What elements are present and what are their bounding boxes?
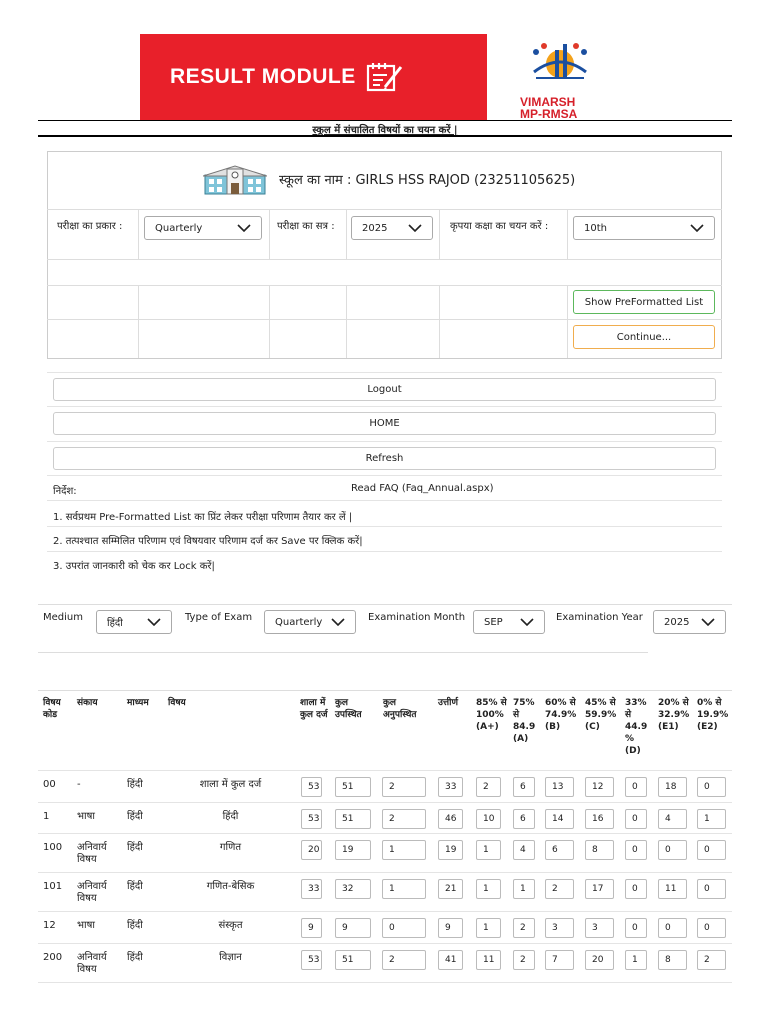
grade-d-input[interactable]: 0 bbox=[625, 918, 647, 938]
exam-year-value: 2025 bbox=[664, 616, 690, 628]
class-value: 10th bbox=[584, 222, 607, 234]
absent-input[interactable]: 1 bbox=[382, 840, 426, 860]
grade-b-input[interactable]: 7 bbox=[545, 950, 574, 970]
grade-e1-input[interactable]: 4 bbox=[658, 809, 687, 829]
grid-line bbox=[138, 209, 139, 259]
grid-line bbox=[269, 285, 270, 358]
chevron-down-icon bbox=[520, 618, 534, 626]
col-header-enrolled: शाला में कुल दर्ज bbox=[300, 698, 328, 720]
cell-code: 1 bbox=[43, 811, 50, 822]
col-header-subject: विषय bbox=[168, 698, 186, 708]
grade-b-input[interactable]: 3 bbox=[545, 918, 574, 938]
exam-month-select[interactable] bbox=[473, 610, 545, 634]
grid-line bbox=[567, 209, 568, 259]
medium-label: Medium bbox=[43, 612, 83, 623]
cell-medium: हिंदी bbox=[127, 920, 143, 931]
absent-input[interactable]: 0 bbox=[382, 918, 426, 938]
grid-line bbox=[346, 285, 347, 358]
cell-medium: हिंदी bbox=[127, 779, 143, 790]
absent-input[interactable]: 2 bbox=[382, 809, 426, 829]
grade-a-plus-input[interactable]: 1 bbox=[476, 840, 501, 860]
grade-d-input[interactable]: 0 bbox=[625, 840, 647, 860]
cell-faculty: - bbox=[77, 779, 81, 790]
show-preformatted-list-button[interactable]: Show PreFormatted List bbox=[573, 290, 715, 314]
divider bbox=[47, 551, 722, 552]
grade-b-input[interactable]: 13 bbox=[545, 777, 574, 797]
cell-code: 200 bbox=[43, 952, 63, 963]
exam-year-label: Examination Year bbox=[556, 612, 643, 623]
school-header bbox=[203, 163, 575, 195]
col-header-grade-a: 75% से 84.9 (A) bbox=[513, 698, 536, 744]
enrolled-input[interactable]: 33 bbox=[301, 879, 322, 899]
row-divider bbox=[38, 802, 732, 803]
cell-medium: हिंदी bbox=[127, 842, 143, 853]
class-label: कृपया कक्षा का चयन करें : bbox=[450, 221, 549, 232]
divider bbox=[47, 475, 722, 476]
divider bbox=[47, 372, 722, 373]
present-input[interactable]: 51 bbox=[335, 809, 371, 829]
table-top-border bbox=[38, 690, 732, 691]
chevron-down-icon bbox=[147, 618, 161, 626]
col-header-grade-e2: 0% से 19.9% (E2) bbox=[697, 698, 729, 732]
enrolled-input[interactable]: 53 bbox=[301, 777, 322, 797]
grade-a-input[interactable]: 6 bbox=[513, 777, 535, 797]
cell-code: 00 bbox=[43, 779, 56, 790]
chevron-down-icon bbox=[408, 224, 422, 232]
row-divider bbox=[38, 833, 732, 834]
grade-e2-input[interactable]: 0 bbox=[697, 840, 726, 860]
cell-subject: गणित-बेसिक bbox=[206, 881, 255, 892]
grid-line bbox=[138, 285, 139, 358]
grid-line bbox=[346, 209, 347, 259]
cell-medium: हिंदी bbox=[127, 811, 143, 822]
grid-line bbox=[439, 285, 440, 358]
grid-line bbox=[47, 209, 722, 210]
passed-input[interactable]: 46 bbox=[438, 809, 463, 829]
present-input[interactable]: 32 bbox=[335, 879, 371, 899]
absent-input[interactable]: 1 bbox=[382, 879, 426, 899]
row-divider bbox=[38, 770, 732, 771]
col-header-grade-d: 33% से 44.9 % (D) bbox=[625, 698, 648, 756]
enrolled-input[interactable]: 9 bbox=[301, 918, 322, 938]
exam-month-value: SEP bbox=[484, 616, 503, 628]
grid-line bbox=[439, 209, 440, 259]
grade-d-input[interactable]: 0 bbox=[625, 777, 647, 797]
grid-line bbox=[47, 285, 722, 286]
page-subtitle: स्कूल में संचालित विषयों का चयन करें | bbox=[312, 125, 458, 136]
grade-b-input[interactable]: 14 bbox=[545, 809, 574, 829]
grade-c-input[interactable]: 16 bbox=[585, 809, 614, 829]
grade-a-input[interactable]: 2 bbox=[513, 950, 535, 970]
grade-c-input[interactable]: 12 bbox=[585, 777, 614, 797]
instruction-item: 3. उपरांत जानकारी को चेक कर Lock करें| bbox=[53, 561, 215, 572]
cell-faculty: अनिवार्य विषय bbox=[77, 881, 107, 904]
grade-a-plus-input[interactable]: 1 bbox=[476, 918, 501, 938]
grade-e2-input[interactable]: 0 bbox=[697, 879, 726, 899]
grade-e1-input[interactable]: 8 bbox=[658, 950, 687, 970]
row-divider bbox=[38, 872, 732, 873]
present-input[interactable]: 51 bbox=[335, 950, 371, 970]
grade-c-input[interactable]: 3 bbox=[585, 918, 614, 938]
grade-a-input[interactable]: 2 bbox=[513, 918, 535, 938]
cell-code: 100 bbox=[43, 842, 63, 853]
cell-faculty: भाषा bbox=[77, 920, 95, 931]
enrolled-input[interactable]: 20 bbox=[301, 840, 322, 860]
grade-a-plus-input[interactable]: 2 bbox=[476, 777, 501, 797]
exam-type-select-2[interactable] bbox=[264, 610, 356, 634]
school-building-icon bbox=[203, 163, 267, 195]
cell-faculty: अनिवार्य विषय bbox=[77, 842, 107, 865]
divider bbox=[38, 652, 648, 653]
exam-type-select[interactable] bbox=[144, 216, 262, 240]
cell-subject: विज्ञान bbox=[219, 952, 242, 963]
medium-select[interactable] bbox=[96, 610, 172, 634]
logo-text bbox=[520, 96, 577, 120]
passed-input[interactable]: 21 bbox=[438, 879, 463, 899]
grade-b-input[interactable]: 6 bbox=[545, 840, 574, 860]
home-button[interactable]: HOME bbox=[53, 412, 716, 435]
col-header-present: कुल उपस्थित bbox=[335, 698, 362, 720]
col-header-code: विषय कोड bbox=[43, 698, 61, 720]
absent-input[interactable]: 2 bbox=[382, 950, 426, 970]
instruction-item: 1. सर्वप्रथम Pre-Formatted List का प्रिंट लेकर परीक्षा परिणाम तैयार कर लें | bbox=[53, 512, 353, 523]
cell-subject: संस्कृत bbox=[218, 920, 243, 931]
grade-a-input[interactable]: 1 bbox=[513, 879, 535, 899]
grade-a-plus-input[interactable]: 10 bbox=[476, 809, 501, 829]
passed-input[interactable]: 41 bbox=[438, 950, 463, 970]
col-header-grade-a-plus: 85% से 100% (A+) bbox=[476, 698, 507, 732]
enrolled-input[interactable]: 53 bbox=[301, 950, 322, 970]
logo-line-2: MP-RMSA bbox=[520, 107, 578, 121]
present-input[interactable]: 19 bbox=[335, 840, 371, 860]
grade-e1-input[interactable]: 18 bbox=[658, 777, 687, 797]
grade-a-input[interactable]: 4 bbox=[513, 840, 535, 860]
exam-type-label-2: Type of Exam bbox=[185, 612, 253, 623]
grade-e2-input[interactable]: 0 bbox=[697, 918, 726, 938]
grade-d-input[interactable]: 1 bbox=[625, 950, 647, 970]
col-header-passed: उत्तीर्ण bbox=[438, 698, 458, 708]
session-label: परीक्षा का सत्र : bbox=[277, 221, 335, 232]
exam-type-value: Quarterly bbox=[155, 222, 203, 234]
cell-subject: हिंदी bbox=[222, 811, 239, 822]
class-select[interactable] bbox=[573, 216, 715, 240]
logo-line-1: VIMARSH bbox=[520, 95, 576, 109]
absent-input[interactable]: 2 bbox=[382, 777, 426, 797]
result-module-banner bbox=[140, 34, 487, 120]
cell-faculty: भाषा bbox=[77, 811, 95, 822]
continue-button[interactable]: Continue... bbox=[573, 325, 715, 349]
exam-year-select[interactable] bbox=[653, 610, 726, 634]
row-divider bbox=[38, 943, 732, 944]
grade-b-input[interactable]: 2 bbox=[545, 879, 574, 899]
divider bbox=[47, 406, 722, 407]
session-value: 2025 bbox=[362, 222, 388, 234]
grade-e2-input[interactable]: 2 bbox=[697, 950, 726, 970]
grade-a-input[interactable]: 6 bbox=[513, 809, 535, 829]
cell-medium: हिंदी bbox=[127, 952, 143, 963]
col-header-grade-b: 60% से 74.9% (B) bbox=[545, 698, 577, 732]
grade-a-plus-input[interactable]: 1 bbox=[476, 879, 501, 899]
exam-type-value-2: Quarterly bbox=[275, 616, 323, 628]
exam-month-label: Examination Month bbox=[368, 612, 466, 623]
row-divider bbox=[38, 911, 732, 912]
notepad-pencil-icon bbox=[365, 60, 405, 94]
chevron-down-icon bbox=[690, 224, 704, 232]
grid-line bbox=[47, 259, 722, 260]
cell-faculty: अनिवार्य विषय bbox=[77, 952, 107, 975]
exam-type-label: परीक्षा का प्रकार : bbox=[57, 221, 123, 232]
divider bbox=[38, 135, 732, 137]
grade-a-plus-input[interactable]: 11 bbox=[476, 950, 501, 970]
divider bbox=[38, 120, 732, 121]
divider bbox=[47, 500, 722, 501]
logout-button[interactable]: Logout bbox=[53, 378, 716, 401]
grid-line bbox=[567, 285, 568, 358]
chevron-down-icon bbox=[331, 618, 345, 626]
present-input[interactable]: 51 bbox=[335, 777, 371, 797]
grade-c-input[interactable]: 17 bbox=[585, 879, 614, 899]
instructions-heading: निर्देश: bbox=[53, 486, 77, 497]
session-select[interactable] bbox=[351, 216, 433, 240]
faq-link[interactable]: Read FAQ (Faq_Annual.aspx) bbox=[351, 483, 494, 494]
instruction-item: 2. तत्पश्चात सम्मिलित परिणाम एवं विषयवार परिणाम दर्ज कर Save पर क्लिक करें| bbox=[53, 536, 363, 547]
chevron-down-icon bbox=[237, 224, 251, 232]
grade-e2-input[interactable]: 1 bbox=[697, 809, 726, 829]
school-name: स्कूल का नाम : GIRLS HSS RAJOD (23251105625) bbox=[279, 173, 576, 188]
cell-code: 12 bbox=[43, 920, 56, 931]
grid-line bbox=[47, 319, 722, 320]
grade-d-input[interactable]: 0 bbox=[625, 879, 647, 899]
medium-value: हिंदी bbox=[107, 618, 123, 629]
enrolled-input[interactable]: 53 bbox=[301, 809, 322, 829]
divider bbox=[47, 526, 722, 527]
divider bbox=[47, 441, 722, 442]
cell-subject: शाला में कुल दर्ज bbox=[199, 779, 262, 790]
passed-input[interactable]: 19 bbox=[438, 840, 463, 860]
col-header-absent: कुल अनुपस्थित bbox=[383, 698, 417, 720]
col-header-grade-c: 45% से 59.9% (C) bbox=[585, 698, 617, 732]
banner-title: RESULT MODULE bbox=[170, 65, 356, 88]
chevron-down-icon bbox=[701, 618, 715, 626]
divider bbox=[38, 604, 732, 605]
grade-e1-input[interactable]: 11 bbox=[658, 879, 687, 899]
grade-c-input[interactable]: 20 bbox=[585, 950, 614, 970]
grade-e1-input[interactable]: 0 bbox=[658, 840, 687, 860]
grade-e1-input[interactable]: 0 bbox=[658, 918, 687, 938]
col-header-medium: माध्यम bbox=[127, 698, 149, 708]
cell-code: 101 bbox=[43, 881, 63, 892]
grade-e2-input[interactable]: 0 bbox=[697, 777, 726, 797]
present-input[interactable]: 9 bbox=[335, 918, 371, 938]
cell-medium: हिंदी bbox=[127, 881, 143, 892]
passed-input[interactable]: 33 bbox=[438, 777, 463, 797]
refresh-button[interactable]: Refresh bbox=[53, 447, 716, 470]
passed-input[interactable]: 9 bbox=[438, 918, 463, 938]
col-header-faculty: संकाय bbox=[77, 698, 98, 708]
grade-c-input[interactable]: 8 bbox=[585, 840, 614, 860]
cell-subject: गणित bbox=[219, 842, 242, 853]
grade-d-input[interactable]: 0 bbox=[625, 809, 647, 829]
row-divider bbox=[38, 982, 732, 983]
grid-line bbox=[269, 209, 270, 259]
col-header-grade-e1: 20% से 32.9% (E1) bbox=[658, 698, 690, 732]
